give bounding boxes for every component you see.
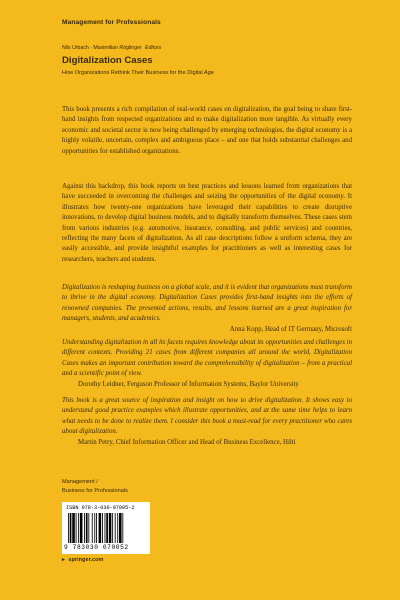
- quote-text: Digitalization is reshaping business on a global scale, and it is evident that organizations must transform to thrive in the digital economy. Digitalization Cases provides first-hand insights into the efforts of renowned companies. The presented actions, results, and lessons learned are a great inspiration for managers, students, and academics.: [62, 284, 352, 323]
- publisher-line: Management /: [62, 479, 98, 485]
- endorsement-quote: [62, 283, 352, 335]
- description-paragraph: This book presents a rich compilation of real-world cases on digitalization, the goal being to share first-hand insights from respected organizations and to make digitalization more tangible. As virtually every economic and societal sector is now being challenged by emerging technologies, the digital economy is a highly volatile, uncertain, complex and ambiguous place – and one that holds substantial challenges and opportunities for established organizations.: [62, 106, 352, 155]
- publisher-link[interactable]: [62, 557, 104, 563]
- arrow-icon: ▸: [62, 557, 65, 563]
- quote-attribution: Martin Petry, Chief Information Officer and Head of Business Excellence, Hilti: [78, 438, 296, 446]
- quote-text: This book is a great source of inspiration and insight on how to drive digitalization. It shows easy to understand good practice examples which illustrate opportunities, and at the same time helps to learn what needs to be done to realize them. I consider this book a must-read for every practitioner who cares about digitalization.: [62, 397, 352, 436]
- editor-names: Nils Urbach · Maximilian Röglinger: [62, 45, 142, 51]
- isbn-barcode: [62, 502, 150, 554]
- editors-line: [62, 45, 161, 51]
- link-label: springer.com: [68, 557, 104, 563]
- isbn-number: ISBN 978-3-030-07005-2: [66, 505, 135, 511]
- publisher-category: [62, 478, 128, 496]
- editors-role: Editors: [145, 45, 162, 51]
- series-name: Management for Professionals: [62, 19, 161, 26]
- endorsement-quote: [62, 338, 352, 390]
- endorsement-quote: [62, 396, 352, 448]
- book-subtitle: How Organizations Rethink Their Business for the Digital Age: [62, 70, 214, 76]
- quote-attribution: Dorothy Leidner, Ferguson Professor of Information Systems, Baylor University: [78, 380, 299, 388]
- description-paragraph: Against this backdrop, this book reports on best practices and lessons learned from organizations that have succeeded in overcoming the challenges and seizing the opportunities of the digital economy. It illustrates how twenty-one organizations have leveraged their capabilities to create disruptive innovations, to develop digital business models, and to digitally transform themselves. These cases stem from various industries (e.g. automotive, insurance, consulting, and public services) and countries, reflecting the many facets of digitalization. As all case descriptions follow a uniform schema, they are easily accessible, and provide insightful examples for practitioners as well as interesting cases for researchers, teachers and students.: [62, 183, 352, 263]
- barcode-bars: [68, 513, 144, 543]
- quote-attribution: Anna Kopp, Head of IT Germany, Microsoft: [229, 325, 352, 333]
- publisher-line: Business for Professionals: [62, 487, 128, 494]
- ean-digits: 9 783030 070052: [64, 544, 129, 551]
- book-title: Digitalization Cases: [62, 55, 153, 66]
- quote-text: Understanding digitalization in all its facets requires knowledge about its opportunities and challenges in different contexts. Providing 21 cases from different companies all around the world, Digitalization Cases makes an important contribution toward the comprehensibility of digitalization – from a practical and a scientific point of view.: [62, 339, 352, 378]
